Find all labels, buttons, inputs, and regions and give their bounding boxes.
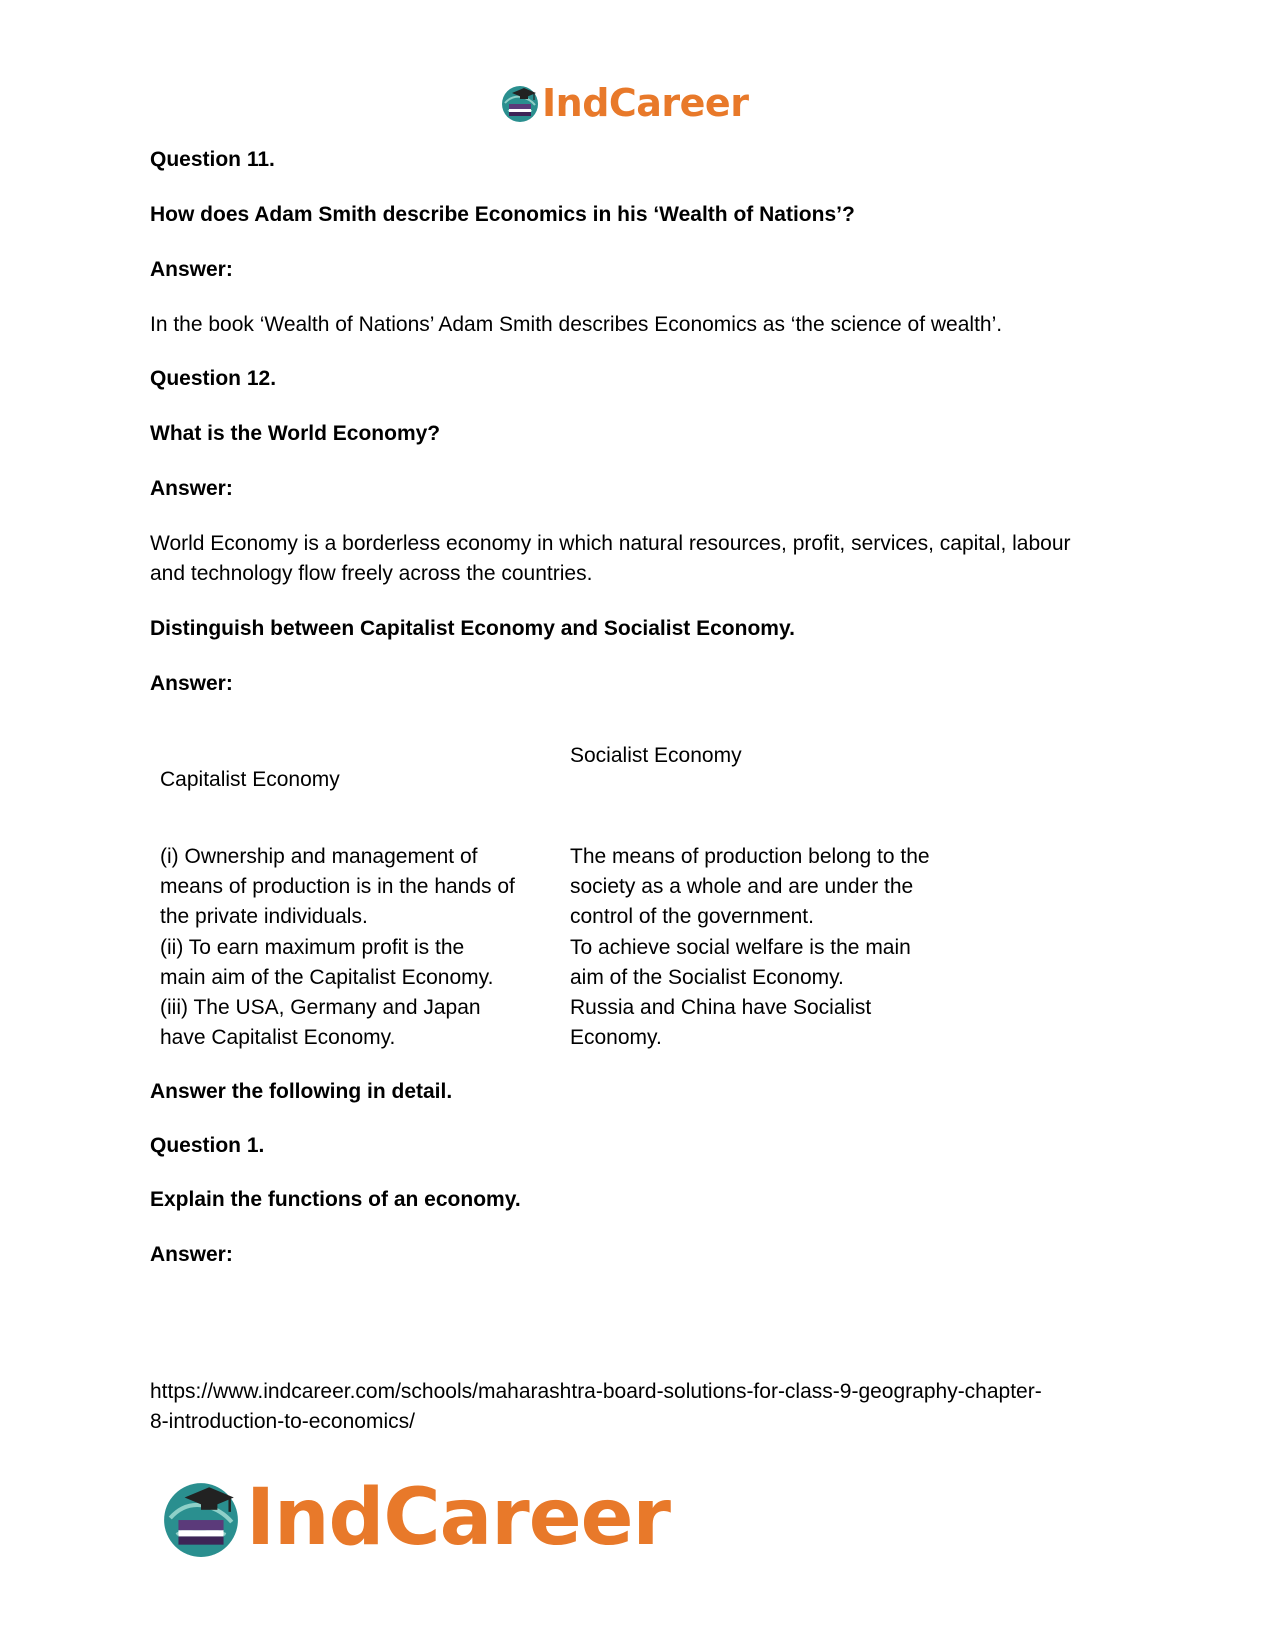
detail-heading: Answer the following in detail.: [150, 1080, 453, 1103]
socialist-line: The means of production belong to the: [570, 845, 930, 868]
question-1-answer-label: Answer:: [150, 1243, 233, 1266]
capitalist-line: main aim of the Capitalist Economy.: [160, 965, 494, 989]
comparison-table: [150, 735, 970, 1055]
socialist-line: Economy.: [570, 1026, 662, 1050]
distinguish-answer-label: Answer:: [150, 672, 233, 695]
socialist-column: [570, 842, 970, 1053]
globe-book-icon: [160, 1477, 242, 1559]
indcareer-logo-top: [500, 78, 748, 128]
question-11-answer: In the book ‘Wealth of Nations’ Adam Smith describes Economics as ‘the science of wealth’.: [150, 313, 1003, 336]
capitalist-line: (i) Ownership and management of: [160, 845, 478, 868]
question-1-label: Question 1.: [150, 1134, 265, 1157]
question-11-answer-label: Answer:: [150, 258, 233, 281]
question-11-text: How does Adam Smith describe Economics in his ‘Wealth of Nations’?: [150, 203, 855, 226]
question-1-text: Explain the functions of an economy.: [150, 1188, 521, 1211]
socialist-line: To achieve social welfare is the main: [570, 935, 911, 959]
capitalist-line: means of production is in the hands of: [160, 875, 515, 899]
question-12-answer-label: Answer:: [150, 477, 233, 500]
socialist-header: Socialist Economy: [570, 744, 742, 767]
question-12-text: What is the World Economy?: [150, 422, 441, 445]
source-url-line-2[interactable]: 8-introduction-to-economics/: [150, 1410, 415, 1433]
socialist-line: Russia and China have Socialist: [570, 996, 872, 1020]
logo-wordmark: IndCareer: [542, 81, 749, 125]
socialist-line: control of the government.: [570, 905, 814, 929]
capitalist-line: the private individuals.: [160, 905, 368, 929]
capitalist-line: have Capitalist Economy.: [160, 1026, 396, 1050]
socialist-line: society as a whole and are under the: [570, 875, 914, 899]
indcareer-logo-bottom: [160, 1468, 670, 1568]
source-url-line-1[interactable]: https://www.indcareer.com/schools/maharashtra-board-solutions-for-class-9-geography-chapter-: [150, 1380, 1042, 1403]
question-12-answer: World Economy is a borderless economy in which natural resources, profit, services, capital, labour and technology flow freely across the countries.: [150, 532, 1071, 585]
question-12-label: Question 12.: [150, 367, 277, 390]
capitalist-column: [160, 842, 555, 1053]
capitalist-header: Capitalist Economy: [160, 768, 340, 791]
question-11-label: Question 11.: [150, 148, 275, 171]
capitalist-line: (ii) To earn maximum profit is the: [160, 935, 465, 959]
socialist-line: aim of the Socialist Economy.: [570, 965, 844, 989]
capitalist-line: (iii) The USA, Germany and Japan: [160, 996, 481, 1020]
globe-book-icon: [500, 83, 540, 123]
distinguish-question: Distinguish between Capitalist Economy and Socialist Economy.: [150, 617, 795, 640]
logo-wordmark: IndCareer: [246, 1473, 670, 1563]
